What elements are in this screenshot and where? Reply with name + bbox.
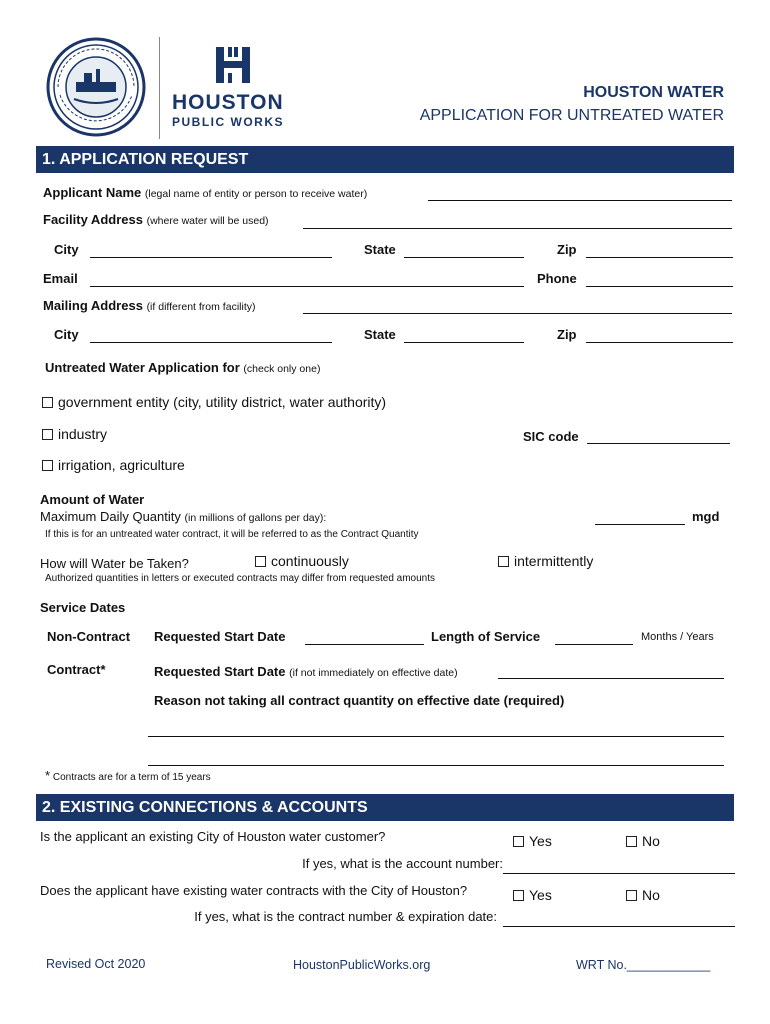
mailing-city-label: City [54,327,79,342]
q2-no[interactable]: No [626,887,660,903]
checkbox-q1-no[interactable] [626,836,637,847]
facility-address-field[interactable] [303,228,732,229]
zip-field[interactable] [586,257,733,258]
sic-code-label: SIC code [523,429,579,444]
contract-number-field[interactable] [503,926,735,927]
checkbox-q2-yes[interactable] [513,890,524,901]
city-seal [46,37,146,137]
contract-quantity-note: If this is for an untreated water contract, it will be referred to as the Contract Quantity [45,529,419,540]
applicant-name-field[interactable] [428,200,732,201]
option-irrigation[interactable]: irrigation, agriculture [42,457,185,473]
logo-public-works: PUBLIC WORKS [172,115,284,129]
contract-start-field[interactable] [498,678,724,679]
amount-heading: Amount of Water [40,492,145,507]
mailing-zip-label: Zip [557,327,577,342]
mailing-address-label: Mailing Address (if different from facility) [43,298,256,313]
public-works-logo [172,45,297,130]
q2-yes[interactable]: Yes [513,887,552,903]
website-link[interactable]: HoustonPublicWorks.org [293,958,431,972]
h-logo-icon [214,45,252,85]
q2-followup-label: If yes, what is the contract number & expiration date: [194,909,497,924]
max-daily-label: Maximum Daily Quantity (in millions of gallons per day): [40,509,327,524]
q2-label: Does the applicant have existing water contracts with the City of Houston? [40,883,468,898]
q1-no[interactable]: No [626,833,660,849]
header-divider [159,37,160,139]
form-title: HOUSTON WATER [583,84,724,101]
reason-field-line2[interactable] [148,765,724,766]
option-continuously[interactable]: continuously [255,553,349,569]
zip-label: Zip [557,242,577,257]
sic-code-field[interactable] [587,443,730,444]
mailing-address-field[interactable] [303,313,732,314]
checkbox-irrigation[interactable] [42,460,53,471]
non-contract-label: Non-Contract [47,629,131,644]
email-label: Email [43,271,78,286]
application-for-label: Untreated Water Application for (check only one) [45,360,321,375]
form-subtitle: APPLICATION FOR UNTREATED WATER [419,107,724,124]
mailing-zip-field[interactable] [586,342,733,343]
length-of-service-label: Length of Service [431,629,541,644]
q1-followup-label: If yes, what is the account number: [302,856,503,871]
city-field[interactable] [90,257,332,258]
checkbox-continuously[interactable] [255,556,266,567]
how-taken-label: How will Water be Taken? [40,556,189,571]
service-dates-heading: Service Dates [40,600,126,615]
account-number-field[interactable] [503,873,735,874]
checkbox-q1-yes[interactable] [513,836,524,847]
city-label: City [54,242,79,257]
mgd-unit: mgd [692,509,720,524]
email-field[interactable] [90,286,524,287]
checkbox-intermittently[interactable] [498,556,509,567]
length-of-service-field[interactable] [555,644,633,645]
logo-houston: HOUSTON [172,91,284,114]
months-years-label: Months / Years [641,631,714,643]
facility-address-label: Facility Address (where water will be used) [43,212,269,227]
checkbox-q2-no[interactable] [626,890,637,901]
mailing-state-field[interactable] [404,342,524,343]
q1-yes[interactable]: Yes [513,833,552,849]
state-label: State [364,242,396,257]
option-intermittently[interactable]: intermittently [498,553,593,569]
requested-start-label: Requested Start Date [154,629,286,644]
wrt-number: WRT No.____________ [576,958,711,972]
applicant-name-label: Applicant Name (legal name of entity or person to receive water) [43,185,368,200]
contract-label: Contract* [47,662,106,677]
contract-start-label: Requested Start Date (if not immediately on effective date) [154,664,458,679]
checkbox-industry[interactable] [42,429,53,440]
option-industry[interactable]: industry [42,426,107,442]
contract-term-footnote: * Contracts are for a term of 15 years [45,768,211,783]
noncontract-start-field[interactable] [305,644,424,645]
option-government[interactable]: government entity (city, utility district, water authority) [42,394,386,410]
revised-date: Revised Oct 2020 [46,957,146,971]
q1-label: Is the applicant an existing City of Houston water customer? [40,829,386,844]
reason-label: Reason not taking all contract quantity on effective date (required) [154,693,565,708]
reason-field-line1[interactable] [148,736,724,737]
checkbox-government[interactable] [42,397,53,408]
mailing-state-label: State [364,327,396,342]
mailing-city-field[interactable] [90,342,332,343]
section1-heading: 1. APPLICATION REQUEST [36,146,734,173]
state-field[interactable] [404,257,524,258]
phone-field[interactable] [586,286,733,287]
phone-label: Phone [537,271,577,286]
section2-heading: 2. EXISTING CONNECTIONS & ACCOUNTS [36,794,734,821]
authorized-note: Authorized quantities in letters or executed contracts may differ from requested amounts [45,573,436,584]
max-daily-field[interactable] [595,524,685,525]
